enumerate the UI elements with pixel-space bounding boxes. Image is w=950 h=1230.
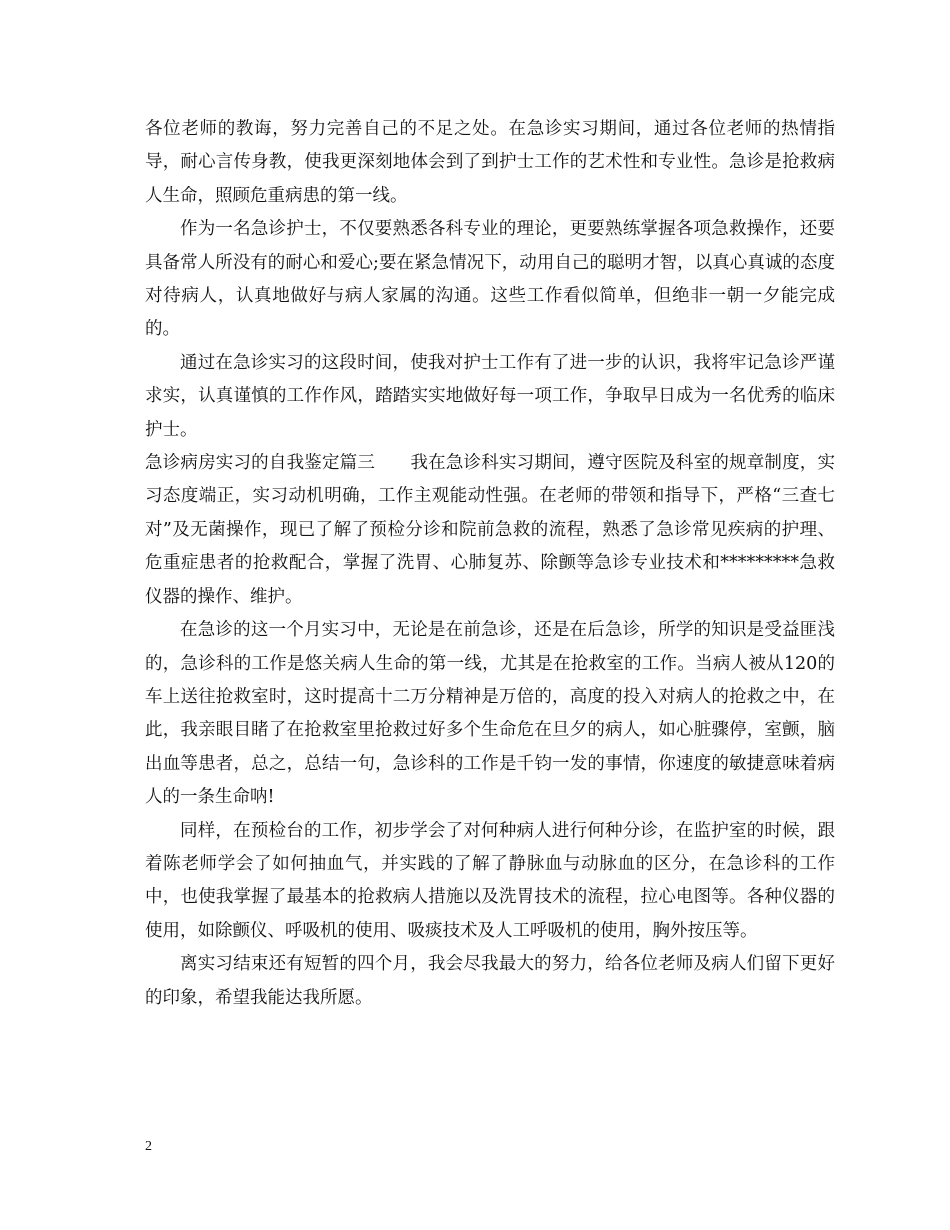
paragraph-4-section-heading: 急诊病房实习的自我鉴定篇三 我在急诊科实习期间，遵守医院及科室的规章制度，实习态度端正，实习动机明确，工作主观能动性强。在老师的带领和指导下，严格“三查七对”及无菌操作，现已了解了预检分诊和院前急救的流程，熟悉了急诊常见疾病的护理、危重症患者的抢救配合，掌握了洗胃、心肺复苏、除颤等急诊专业技术和*********急救仪器的操作、维护。	[145, 453, 835, 607]
paragraph-5: 在急诊的这一个月实习中，无论是在前急诊，还是在后急诊，所学的知识是受益匪浅的，急诊科的工作是悠关病人生命的第一线，尤其是在抢救室的工作。当病人被从120的车上送往抢救室时，这时提高十二万分精神是万倍的，高度的投入对病人的抢救之中，在此，我亲眼目睹了在抢救室里抢救过好多个生命危在旦夕的病人，如心脏骤停，室颤，脑出血等患者，总之，总结一句，急诊科的工作是千钧一发的事情，你速度的敏捷意味着病人的一条生命呐!	[145, 620, 835, 808]
paragraph-2: 作为一名急诊护士，不仅要熟悉各科专业的理论，更要熟练掌握各项急救操作，还要具备常人所没有的耐心和爱心;要在紧急情况下，动用自己的聪明才智，以真心真诚的态度对待病人，认真地做好与病人家属的沟通。这些工作看似简单，但绝非一朝一夕能完成的。	[145, 219, 835, 340]
paragraph-7: 离实习结束还有短暂的四个月，我会尽我最大的努力，给各位老师及病人们留下更好的印象，希望我能达我所愿。	[145, 954, 835, 1008]
paragraph-1: 各位老师的教诲，努力完善自己的不足之处。在急诊实习期间，通过各位老师的热情指导，耐心言传身教，使我更深刻地体会到了到护士工作的艺术性和专业性。急诊是抢救病人生命，照顾危重病患的第一线。	[145, 119, 835, 206]
paragraph-3: 通过在急诊实习的这段时间，使我对护士工作有了进一步的认识，我将牢记急诊严谨求实，认真谨慎的工作作风，踏踏实实地做好每一项工作，争取早日成为一名优秀的临床护士。	[145, 352, 835, 440]
paragraph-6: 同样，在预检台的工作，初步学会了对何种病人进行何种分诊，在监护室的时候，跟着陈老师学会了如何抽血气，并实践的了解了静脉血与动脉血的区分，在急诊科的工作中，也使我掌握了最基本的抢救病人措施以及洗胃技术的流程，拉心电图等。各种仪器的使用，如除颤仪、呼吸机的使用、吸痰技术及人工呼吸机的使用，胸外按压等。	[145, 820, 835, 941]
page-number: 2	[145, 1139, 152, 1154]
document-body	[145, 113, 835, 1015]
